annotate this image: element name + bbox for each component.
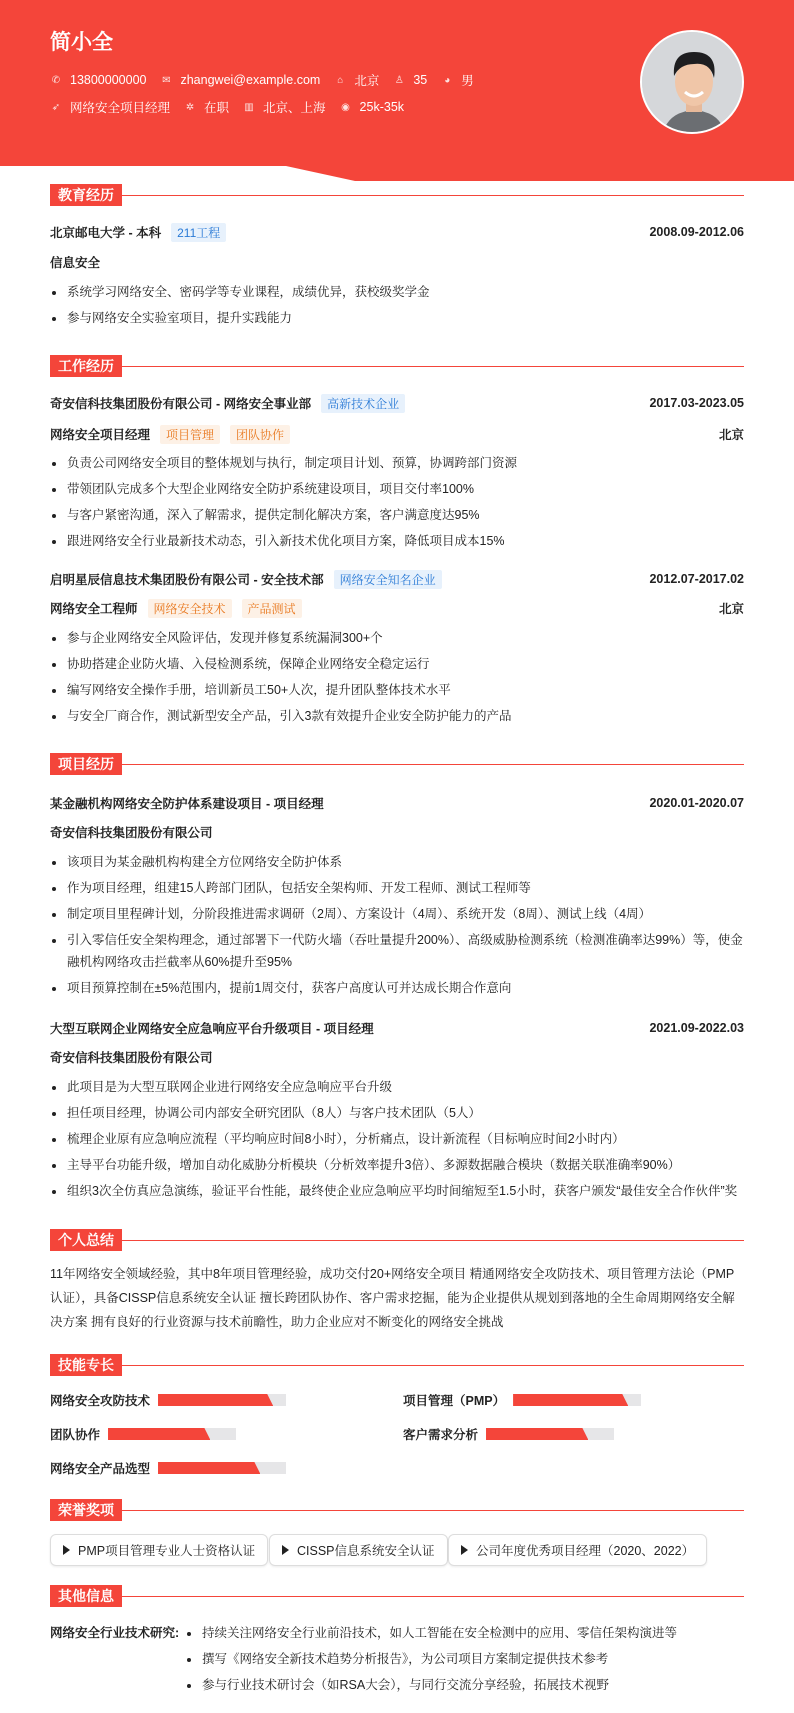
- role: 网络安全工程师: [50, 602, 138, 616]
- candidate-name: 简小全: [50, 31, 113, 54]
- divider: [122, 1365, 744, 1366]
- cake-icon: ♙: [394, 74, 404, 86]
- skill-bar: [486, 1428, 614, 1440]
- status: 在职: [204, 101, 230, 115]
- section-work: [50, 355, 744, 377]
- skill-bar-fill: [513, 1394, 628, 1406]
- age: 35: [413, 73, 428, 87]
- project-bullets: [50, 1074, 744, 1204]
- list-item: 项目预算控制在±5%范围内，提前1周交付，获客户高度认可并达成长期合作意向: [50, 975, 744, 1001]
- section-projects: [50, 753, 744, 775]
- skill-name: 网络安全攻防技术: [50, 1394, 151, 1408]
- project-company-row: [50, 822, 744, 842]
- skill-item: [403, 1391, 641, 1409]
- job-role-row: [50, 598, 744, 618]
- section-awards: [50, 1499, 744, 1521]
- section-title: 荣誉奖项: [50, 1499, 122, 1521]
- job-intent-row: [50, 98, 404, 116]
- divider: [122, 764, 744, 765]
- list-item: 编写网络安全操作手册，培训新员工50+人次，提升团队整体技术水平: [50, 677, 744, 703]
- divider: [122, 366, 744, 367]
- skill-tag: 团队协作: [230, 425, 290, 444]
- skill-bar-fill: [108, 1428, 210, 1440]
- skill-name: 网络安全产品选型: [50, 1462, 151, 1476]
- divider: [122, 1240, 744, 1241]
- list-item: 引入零信任安全架构理念，通过部署下一代防火墙（吞吐量提升200%）、高级威胁检测系统（检测准确率达99%）等，使金融机构网络攻击拦截率从60%提升至95%: [50, 927, 744, 975]
- major-row: [50, 252, 744, 272]
- divider: [122, 1510, 744, 1511]
- contact-row: [50, 71, 474, 89]
- skill-bar-fill: [158, 1394, 273, 1406]
- divider: [122, 1596, 744, 1597]
- skill-item: [50, 1459, 286, 1477]
- project-title: 某金融机构网络安全防护体系建设项目 - 项目经理: [50, 797, 324, 811]
- avatar: [640, 30, 744, 134]
- job-date: 2017.03-2023.05: [649, 396, 744, 410]
- phone: 13800000000: [70, 73, 147, 87]
- salary: 25k-35k: [359, 100, 405, 114]
- section-education: [50, 184, 744, 206]
- summary-text: 11年网络安全领域经验，其中8年项目管理经验，成功交付20+网络安全项目 精通网络安全攻防技术、项目管理方法论（PMP认证），具备CISSP信息系统安全认证 擅长跨团队协作、客户需求挖掘，能为企业提供从规划到落地的全生命周期网络安全解决方案 拥有良好的行业资源与技术前瞻性，助力企业应对不断变化的网络安全挑战: [50, 1267, 735, 1329]
- money-icon: ◉: [341, 101, 350, 113]
- list-item: 该项目为某金融机构构建全方位网络安全防护体系: [50, 849, 744, 875]
- list-item: 参与企业网络安全风险评估，发现并修复系统漏洞300+个: [50, 625, 744, 651]
- section-title: 工作经历: [50, 355, 122, 377]
- skill-item: [50, 1425, 236, 1443]
- skill-bar-fill: [486, 1428, 588, 1440]
- target-city: 北京、上海: [263, 101, 326, 115]
- section-title: 技能专长: [50, 1354, 122, 1376]
- job-bullets: [50, 625, 744, 729]
- job-header: [50, 569, 744, 589]
- project-header: [50, 793, 744, 813]
- skill-bar: [513, 1394, 641, 1406]
- job-header: [50, 393, 744, 413]
- gear-icon: ✲: [185, 101, 195, 113]
- company-tag: 高新技术企业: [321, 394, 405, 413]
- skill-tag: 项目管理: [160, 425, 220, 444]
- project-date: 2020.01-2020.07: [649, 796, 744, 810]
- skill-item: [403, 1425, 614, 1443]
- section-summary: [50, 1229, 744, 1251]
- role: 网络安全项目经理: [50, 428, 151, 442]
- send-icon: ➶: [51, 101, 61, 113]
- list-item: 担任项目经理，协调公司内部安全研究团队（8人）与客户技术团队（5人）: [50, 1100, 744, 1126]
- list-item: 组织3次全仿真应急演练，验证平台性能，最终使企业应急响应平均时间缩短至1.5小时，获客户颁发“最佳安全合作伙伴”奖: [50, 1178, 744, 1204]
- edu-bullets: [50, 279, 744, 331]
- job-role-row: [50, 424, 744, 444]
- other-list: [185, 1620, 677, 1698]
- job-bullets: [50, 450, 744, 554]
- list-item: 协助搭建企业防火墙、入侵检测系统，保障企业网络安全稳定运行: [50, 651, 744, 677]
- award-card: [448, 1534, 707, 1566]
- major: 信息安全: [50, 256, 101, 270]
- award-text: PMP项目管理专业人士资格认证: [78, 1544, 256, 1558]
- list-item: 系统学习网络安全、密码学等专业课程，成绩优异，获校级奖学金: [50, 279, 744, 305]
- company: 启明星辰信息技术集团股份有限公司 - 安全技术部: [50, 573, 324, 587]
- company: 奇安信科技集团股份有限公司 - 网络安全事业部: [50, 397, 312, 411]
- award-text: CISSP信息系统安全认证: [297, 1544, 435, 1558]
- project-header: [50, 1018, 744, 1038]
- list-item: 作为项目经理，组建15人跨部门团队，包括安全架构师、开发工程师、测试工程师等: [50, 875, 744, 901]
- job-date: 2012.07-2017.02: [649, 572, 744, 586]
- list-item: 负责公司网络安全项目的整体规划与执行，制定项目计划、预算，协调跨部门资源: [50, 450, 744, 476]
- award-text: 公司年度优秀项目经理（2020、2022）: [476, 1544, 695, 1558]
- position: 网络安全项目经理: [70, 101, 171, 115]
- list-item: 与安全厂商合作，测试新型安全产品，引入3款有效提升企业安全防护能力的产品: [50, 703, 744, 729]
- school-tag: 211工程: [171, 223, 226, 242]
- list-item: 主导平台功能升级，增加自动化威胁分析模块（分析效率提升3倍）、多源数据融合模块（数据关联准确率90%）: [50, 1152, 744, 1178]
- list-item: 参与行业技术研讨会（如RSA大会），与同行交流分享经验，拓展技术视野: [185, 1672, 677, 1698]
- school: 北京邮电大学 - 本科: [50, 226, 162, 240]
- list-item: 带领团队完成多个大型企业网络安全防护系统建设项目，项目交付率100%: [50, 476, 744, 502]
- home-icon: ⌂: [337, 74, 344, 86]
- skill-name: 客户需求分析: [403, 1428, 479, 1442]
- section-title: 教育经历: [50, 184, 122, 206]
- skill-name: 项目管理（PMP）: [403, 1394, 506, 1408]
- list-item: 跟进网络安全行业最新技术动态，引入新技术优化项目方案，降低项目成本15%: [50, 528, 744, 554]
- section-title: 个人总结: [50, 1229, 122, 1251]
- education-header: [50, 222, 744, 242]
- project-title: 大型互联网企业网络安全应急响应平台升级项目 - 项目经理: [50, 1022, 374, 1036]
- phone-icon: ✆: [51, 74, 61, 86]
- skill-name: 团队协作: [50, 1428, 101, 1442]
- triangle-icon: [282, 1545, 289, 1555]
- section-skills: [50, 1354, 744, 1376]
- section-title: 项目经历: [50, 753, 122, 775]
- skill-tag: 网络安全技术: [148, 599, 232, 618]
- edu-date: 2008.09-2012.06: [649, 225, 744, 239]
- gender-icon: ◕: [444, 74, 451, 86]
- company-tag: 网络安全知名企业: [334, 570, 442, 589]
- skill-item: [50, 1391, 286, 1409]
- skill-bar: [158, 1462, 286, 1474]
- list-item: 撰写《网络安全新技术趋势分析报告》，为公司项目方案制定提供技术参考: [185, 1646, 677, 1672]
- job-city: 北京: [718, 428, 744, 442]
- skill-tag: 产品测试: [242, 599, 302, 618]
- triangle-icon: [461, 1545, 468, 1555]
- list-item: 此项目是为大型互联网企业进行网络安全应急响应平台升级: [50, 1074, 744, 1100]
- other-label: 网络安全行业技术研究:: [50, 1626, 180, 1640]
- skill-bar: [158, 1394, 286, 1406]
- section-title: 其他信息: [50, 1585, 122, 1607]
- award-card: [269, 1534, 448, 1566]
- list-item: 参与网络安全实验室项目，提升实践能力: [50, 305, 744, 331]
- triangle-icon: [63, 1545, 70, 1555]
- divider: [122, 195, 744, 196]
- list-item: 梳理企业原有应急响应流程（平均响应时间8小时），分析痛点，设计新流程（目标响应时间2小时内）: [50, 1126, 744, 1152]
- location: 北京: [354, 74, 380, 88]
- project-company-row: [50, 1047, 744, 1067]
- project-company: 奇安信科技集团股份有限公司: [50, 826, 213, 840]
- gender: 男: [461, 74, 474, 88]
- section-other: [50, 1585, 744, 1607]
- building-icon: ▥: [244, 101, 254, 113]
- project-date: 2021.09-2022.03: [649, 1021, 744, 1035]
- project-company: 奇安信科技集团股份有限公司: [50, 1051, 213, 1065]
- skill-bar: [108, 1428, 236, 1440]
- other-info: [50, 1620, 677, 1698]
- list-item: 制定项目里程碑计划，分阶段推进需求调研（2周）、方案设计（4周）、系统开发（8周）、测试上线（4周）: [50, 901, 744, 927]
- list-item: 持续关注网络安全行业前沿技术，如人工智能在安全检测中的应用、零信任架构演进等: [185, 1620, 677, 1646]
- skill-bar-fill: [158, 1462, 260, 1474]
- job-city: 北京: [718, 602, 744, 616]
- mail-icon: ✉: [162, 74, 171, 86]
- award-card: [50, 1534, 268, 1566]
- email[interactable]: zhangwei@example.com: [180, 73, 321, 87]
- list-item: 与客户紧密沟通，深入了解需求，提供定制化解决方案，客户满意度达95%: [50, 502, 744, 528]
- project-bullets: [50, 849, 744, 1001]
